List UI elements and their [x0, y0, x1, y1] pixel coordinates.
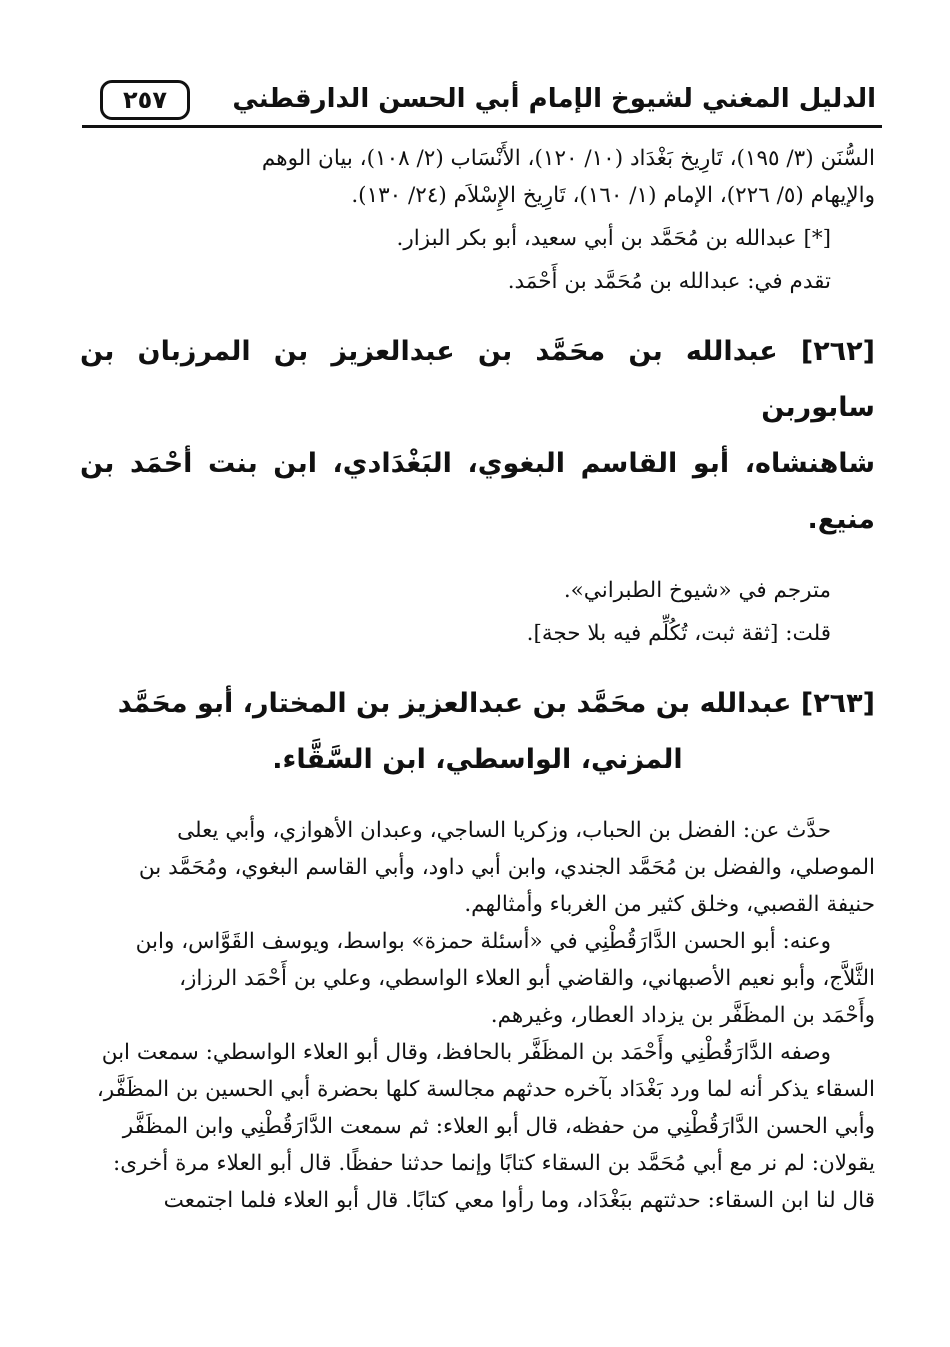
text-line: السقاء يذكر أنه لما ورد بَغْدَاد بآخره حدثهم مجالسة كلها بحضرة أبي الحسين بن المظَفَّر،	[96, 1077, 875, 1102]
text-line: وأَحْمَد بن المظَفَّر بن يزداد العطار، وغيرهم.	[490, 1003, 875, 1028]
paragraph: تقدم في: عبدالله بن مُحَمَّد بن أَحْمَد.	[507, 269, 831, 294]
text-line: يقولان: لم نر مع أبي مُحَمَّد بن السقاء كتابًا وإنما حدثنا حفظًا. قال أبو العلاء مرة أخرى:	[113, 1151, 875, 1176]
entry-heading-262-line-2: شاهنشاه، أبو القاسم البغوي، البَغْدَادي، ابن بنت أحْمَد بن منيع.	[80, 448, 875, 535]
page-body	[80, 140, 875, 1219]
text-line: وعنه: أبو الحسن الدَّارَقُطْنِي في «أسئلة حمزة» بواسط، ويوسف القَوَّاس، وابن	[135, 929, 831, 954]
text-line: حدَّث عن: الفضل بن الحباب، وزكريا الساجي، وعبدان الأهوازي، وأبي يعلى	[177, 818, 831, 843]
paragraph: مترجم في «شيوخ الطبراني».	[563, 578, 831, 603]
text-line: السُّنَن (٣/ ١٩٥)، تَارِيخ بَغْدَاد (١٠/ ١٢٠)، الأَنْسَاب (٢/ ١٠٨)، بيان الوهم	[261, 146, 875, 171]
text-line: وصفه الدَّارَقُطْنِي وأَحْمَد بن المظَفَّر بالحافظ، وقال أبو العلاء الواسطي: سمعت ابن	[101, 1040, 831, 1065]
paragraph: [*] عبدالله بن مُحَمَّد بن أبي سعيد، أبو بكر البزار.	[396, 226, 831, 251]
text-line: الثَّلاَّج، وأبو نعيم الأصبهاني، والقاضي أبو العلاء الواسطي، وعلي بن أَحْمَد الرزاز،	[179, 966, 875, 991]
entry-heading-263-line-1: [٢٦٣] عبدالله بن محَمَّد بن عبدالعزيز بن المختار، أبو محَمَّد	[117, 688, 875, 719]
page-number: ٢٥٧	[100, 80, 190, 120]
entry-heading-263-line-2: المزني، الواسطي، ابن السَّقَّاء.	[272, 744, 683, 775]
paragraph: قلت: [ثقة ثبت، تُكُلِّم فيه بلا حجة].	[526, 621, 831, 646]
header-divider	[82, 125, 882, 128]
entry-heading-262-line-1: [٢٦٢] عبدالله بن محَمَّد بن عبدالعزيز بن المرزبان بن سابوربن	[80, 336, 875, 423]
text-line: وأبي الحسن الدَّارَقُطْنِي من حفظه، قال أبو العلاء: ثم سمعت الدَّارَقُطْنِي وابن المظَفَّر	[122, 1114, 875, 1139]
text-line: والإيهام (٥/ ٢٢٦)، الإمام (١/ ١٦٠)، تَارِيخ الإِسْلاَم (٢٤/ ١٣٠).	[351, 183, 875, 208]
page-header	[82, 70, 882, 128]
text-line: حنيفة القصبي، وخلق كثير من الغرباء وأمثالهم.	[464, 892, 875, 917]
text-line: قال لنا ابن السقاء: حدثتهم ببَغْدَاد، وما رأوا معي كتابًا. قال أبو العلاء فلما اجتمعت	[163, 1188, 875, 1213]
text-line: الموصلي، والفضل بن مُحَمَّد الجندي، وابن أبي داود، وأبي القاسم البغوي، ومُحَمَّد بن	[138, 855, 875, 880]
running-title: الدليل المغني لشيوخ الإمام أبي الحسن الدارقطني	[232, 84, 876, 114]
